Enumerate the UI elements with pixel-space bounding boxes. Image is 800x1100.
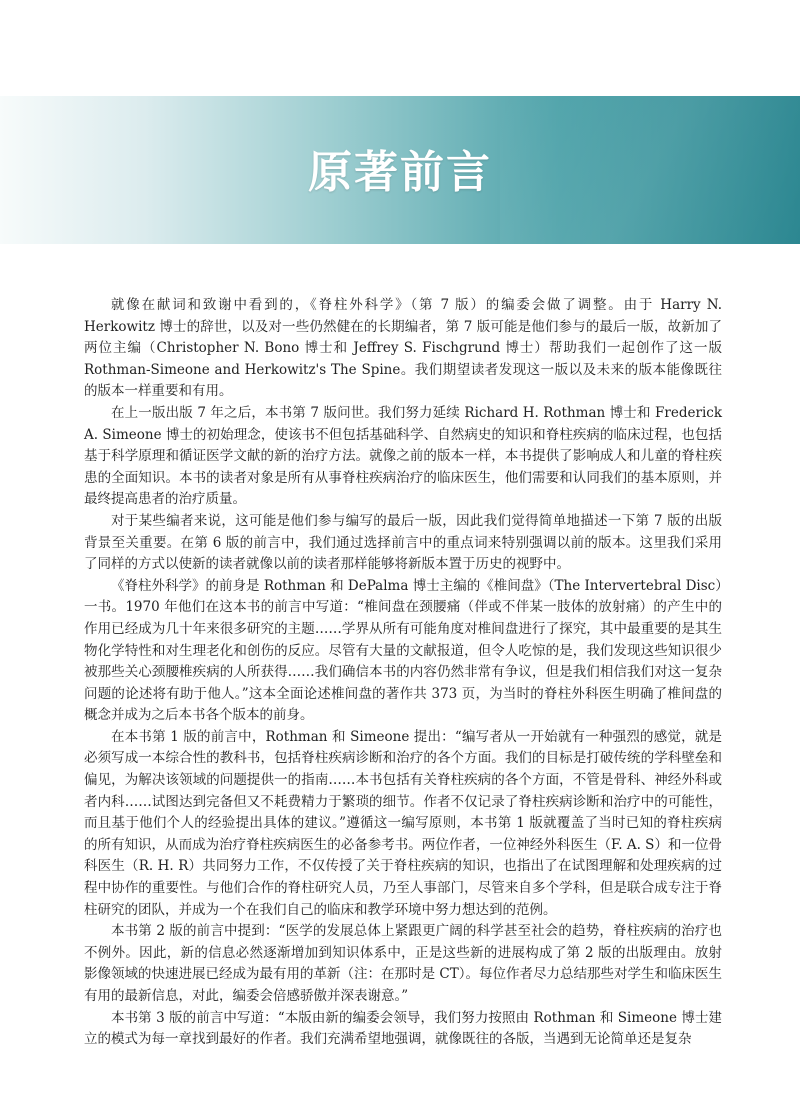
paragraph-7: 本书第 3 版的前言中写道：“本版由新的编委会领导，我们努力按照由 Rothman 和 Simeone 博士建立的模式为每一章找到最好的作者。我们充满希望地强调，就像既往的各版，当遇到无论简单还是复杂 bbox=[84, 1009, 722, 1048]
paragraph-1: 就像在献词和致谢中看到的，《脊柱外科学》（第 7 版）的编委会做了调整。由于 Harry N. Herkowitz 博士的辞世，以及对一些仍然健在的长期编者，第 7 版可能是他们参与的最后一版，故新加了两位主编（Christopher N. Bono 博士和 Jeffrey S. Fischgrund 博士）帮助我们一起创作了这一版 Rothman-Simeone and Herkowitz's The Spine。我们期望读者发现这一版以及未来的版本能像既往的版本一样重要和有用。 bbox=[84, 297, 722, 400]
paragraph-5: 在本书第 1 版的前言中，Rothman 和 Simeone 提出：“编写者从一开始就有一种强烈的感觉，就是必须写成一本综合性的教科书，包括脊柱疾病诊断和治疗的各个方面。我们的目标是打破传统的学科壁垒和偏见，为解决该领域的问题提供一的指南……本书包括有关脊柱疾病的各个方面，不管是骨科、神经外科或者内科……试图达到完备但又不耗费精力于繁琐的细节。作者不仅记录了脊柱疾病诊断和治疗中的可能性，而且基于他们个人的经验提出具体的建议。”遵循这一编写原则，本书第 1 版就覆盖了当时已知的脊柱疾病的所有知识，从而成为治疗脊柱疾病医生的必备参考书。两位作者，一位神经外科医生（F. A. S）和一位骨科医生（R. H. R）共同努力工作，不仅传授了关于脊柱疾病的知识，也指出了在试图理解和处理疾病的过程中协作的重要性。与他们合作的脊柱研究人员，乃至人事部门，尽管来自多个学科，但是联合成专注于脊柱研究的团队，并成为一个在我们自己的临床和教学环境中努力想达到的范例。 bbox=[84, 728, 722, 918]
header-banner bbox=[0, 96, 800, 244]
preface-body bbox=[84, 295, 722, 1051]
paragraph-4: 《脊柱外科学》的前身是 Rothman 和 DePalma 博士主编的《椎间盘》（The Intervertebral Disc）一书。1970 年他们在这本书的前言中写道：“椎间盘在颈腰痛（伴或不伴某一肢体的放射痛）的产生中的作用已经成为几十年来很多研究的主题……学界从所有可能角度对椎间盘进行了探究，其中最重要的是其生物化学特性和对生理老化和创伤的反应。尽管有大量的文献报道，但令人吃惊的是，我们发现这些知识很少被那些关心颈腰椎疾病的人所获得……我们确信本书的内容仍然非常有争议，但是我们相信我们对这一复杂问题的论述将有助于他人。”这本全面论述椎间盘的著作共 373 页，为当时的脊柱外科医生明确了椎间盘的概念并成为之后本书各个版本的前身。 bbox=[84, 577, 722, 724]
page-title: 原著前言 bbox=[308, 147, 492, 198]
paragraph-6: 本书第 2 版的前言中提到：“医学的发展总体上紧跟更广阔的科学甚至社会的趋势，脊柱疾病的治疗也不例外。因此，新的信息必然逐渐增加到知识体系中，正是这些新的进展构成了第 2 版的出版理由。放射影像领域的快速进展已经成为最有用的革新（注：在那时是 CT）。每位作者尽力总结那些对学生和临床医生有用的最新信息，对此，编委会倍感骄傲并深表谢意。” bbox=[84, 923, 722, 1004]
paragraph-3: 对于某些编者来说，这可能是他们参与编写的最后一版，因此我们觉得简单地描述一下第 7 版的出版背景至关重要。在第 6 版的前言中，我们通过选择前言中的重点词来特别强调以前的版本。这里我们采用了同样的方式以使新的读者就像以前的读者那样能够将新版本置于历史的视野中。 bbox=[84, 512, 722, 573]
paragraph-2: 在上一版出版 7 年之后，本书第 7 版问世。我们努力延续 Richard H. Rothman 博士和 Frederick A. Simeone 博士的初始理念，使该书不但包括基础科学、自然病史的知识和脊柱疾病的临床过程，也包括基于科学原理和循证医学文献的新的治疗方法。就像之前的版本一样，本书提供了影响成人和儿童的脊柱疾患的全面知识。本书的读者对象是所有从事脊柱疾病治疗的临床医生，他们需要和认同我们的基本原则，并最终提高患者的治疗质量。 bbox=[84, 404, 722, 508]
